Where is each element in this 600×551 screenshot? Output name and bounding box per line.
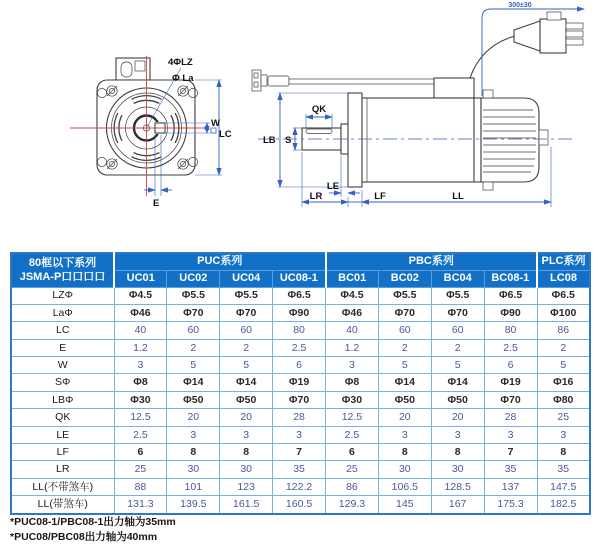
spec-cell: Φ4.5 <box>114 287 167 304</box>
spec-cell: 3 <box>167 426 220 443</box>
spec-cell: 6 <box>273 357 326 374</box>
spec-cell: 60 <box>220 322 273 339</box>
series-title-line1: 80框以下系列 <box>28 256 97 269</box>
spec-cell: Φ50 <box>378 391 431 408</box>
spec-cell: Φ14 <box>431 374 484 391</box>
table-row <box>11 287 590 304</box>
spec-cell: Φ30 <box>326 391 379 408</box>
spec-cell: Φ90 <box>273 304 326 321</box>
spec-cell: 5 <box>167 357 220 374</box>
row-label: LL(不带煞车) <box>11 478 114 495</box>
model-header: UC04 <box>220 270 273 287</box>
model-header: BC04 <box>431 270 484 287</box>
spec-cell: Φ14 <box>167 374 220 391</box>
spec-cell: 3 <box>484 426 537 443</box>
spec-cell: 3 <box>378 426 431 443</box>
spec-cell: 35 <box>484 461 537 478</box>
spec-cell: 80 <box>273 322 326 339</box>
series-title-line2: JSMA-P口口口口 <box>19 271 106 284</box>
row-label: W <box>11 357 114 374</box>
rear-housing <box>481 98 539 182</box>
spec-cell: Φ4.5 <box>326 287 379 304</box>
spec-cell: 88 <box>114 478 167 495</box>
series-column-header <box>11 253 114 287</box>
spec-cell: Φ90 <box>484 304 537 321</box>
spec-cell: Φ6.5 <box>537 287 590 304</box>
dim-label-lr: LR <box>309 191 323 202</box>
row-label: LF <box>11 444 114 461</box>
spec-cell: 2.5 <box>326 426 379 443</box>
spec-cell: 25 <box>326 461 379 478</box>
model-header: LC08 <box>537 270 590 287</box>
spec-cell: 60 <box>378 322 431 339</box>
spec-cell: Φ100 <box>537 304 590 321</box>
table-row <box>11 444 590 461</box>
motor-side-view <box>252 2 584 207</box>
spec-cell: 60 <box>167 322 220 339</box>
spec-cell: Φ80 <box>537 391 590 408</box>
table-row <box>11 496 590 514</box>
spec-cell: 129.3 <box>326 496 379 514</box>
spec-cell: 8 <box>537 444 590 461</box>
spec-cell: 2 <box>167 339 220 356</box>
spec-cell: 3 <box>114 357 167 374</box>
spec-cell: Φ19 <box>273 374 326 391</box>
spec-cell: 3 <box>220 426 273 443</box>
spec-table-body <box>11 287 590 514</box>
spec-cell: 7 <box>273 444 326 461</box>
spec-cell: 161.5 <box>220 496 273 514</box>
table-row <box>11 478 590 495</box>
spec-cell: 40 <box>326 322 379 339</box>
spec-cell: 12.5 <box>114 409 167 426</box>
spec-cell: 2 <box>431 339 484 356</box>
spec-cell: Φ14 <box>220 374 273 391</box>
spec-cell: Φ19 <box>484 374 537 391</box>
flange <box>348 93 362 187</box>
row-label: LaΦ <box>11 304 114 321</box>
motor-dimension-drawing <box>0 0 600 250</box>
spec-cell: 5 <box>220 357 273 374</box>
dim-label-4lz: 4ΦLZ <box>168 57 193 68</box>
model-header: UC01 <box>114 270 167 287</box>
spec-cell: 6 <box>484 357 537 374</box>
spec-cell: 139.5 <box>167 496 220 514</box>
spec-cell: 40 <box>114 322 167 339</box>
spec-cell: 5 <box>378 357 431 374</box>
spec-cell: 182.5 <box>537 496 590 514</box>
table-row <box>11 322 590 339</box>
spec-cell: 167 <box>431 496 484 514</box>
row-label: SΦ <box>11 374 114 391</box>
spec-cell: 8 <box>431 444 484 461</box>
model-header: UC02 <box>167 270 220 287</box>
spec-cell: 3 <box>537 426 590 443</box>
spec-cell: 2.5 <box>484 339 537 356</box>
spec-cell: 35 <box>537 461 590 478</box>
spec-cell: 6 <box>114 444 167 461</box>
spec-cell: 175.3 <box>484 496 537 514</box>
spec-cell: 131.3 <box>114 496 167 514</box>
spec-cell: Φ70 <box>431 304 484 321</box>
dim-label-le: LE <box>326 181 340 192</box>
table-row <box>11 357 590 374</box>
dim-label-cable-length: 300±30 <box>508 2 532 9</box>
spec-cell: 80 <box>484 322 537 339</box>
spec-cell: 30 <box>220 461 273 478</box>
row-label: LC <box>11 322 114 339</box>
spec-cell: 86 <box>326 478 379 495</box>
spec-cell: 20 <box>378 409 431 426</box>
dim-label-e: E <box>153 198 160 209</box>
spec-table <box>10 252 591 515</box>
spec-cell: 1.2 <box>114 339 167 356</box>
spec-cell: 2.5 <box>114 426 167 443</box>
spec-cell: Φ70 <box>378 304 431 321</box>
table-row <box>11 374 590 391</box>
spec-cell: Φ5.5 <box>220 287 273 304</box>
spec-cell: 20 <box>167 409 220 426</box>
spec-cell: 30 <box>167 461 220 478</box>
spec-cell: 145 <box>378 496 431 514</box>
row-label: QK <box>11 409 114 426</box>
spec-cell: 20 <box>431 409 484 426</box>
table-row <box>11 304 590 321</box>
spec-cell: Φ8 <box>326 374 379 391</box>
spec-cell: Φ8 <box>114 374 167 391</box>
group-header-puc: PUC系列 <box>114 253 326 270</box>
spec-cell: 2 <box>220 339 273 356</box>
row-label: LR <box>11 461 114 478</box>
spec-cell: 123 <box>220 478 273 495</box>
encoder-cable <box>252 70 474 98</box>
footnotes <box>10 515 176 545</box>
spec-cell: Φ50 <box>167 391 220 408</box>
spec-cell: Φ50 <box>220 391 273 408</box>
spec-cell: Φ5.5 <box>378 287 431 304</box>
dim-label-ll: LL <box>452 191 464 202</box>
row-label: LE <box>11 426 114 443</box>
spec-cell: Φ70 <box>167 304 220 321</box>
spec-cell: 8 <box>220 444 273 461</box>
spec-cell: 28 <box>273 409 326 426</box>
spec-cell: 2 <box>537 339 590 356</box>
spec-cell: 86 <box>537 322 590 339</box>
spec-cell: Φ6.5 <box>273 287 326 304</box>
spec-cell: 35 <box>273 461 326 478</box>
key-slot <box>306 129 332 134</box>
spec-cell: 128.5 <box>431 478 484 495</box>
model-header: UC08-1 <box>273 270 326 287</box>
spec-cell: 3 <box>431 426 484 443</box>
spec-cell: 3 <box>326 357 379 374</box>
table-row <box>11 391 590 408</box>
footnote: *PUC08/PBC08出力轴为40mm <box>10 530 158 543</box>
motor-body <box>362 98 474 182</box>
spec-cell: 7 <box>484 444 537 461</box>
spec-cell: Φ5.5 <box>167 287 220 304</box>
spec-cell: 5 <box>537 357 590 374</box>
motor-front-view <box>70 56 232 209</box>
spec-cell: 20 <box>220 409 273 426</box>
spec-cell: 5 <box>431 357 484 374</box>
spec-cell: Φ16 <box>537 374 590 391</box>
row-label: E <box>11 339 114 356</box>
spec-cell: Φ5.5 <box>431 287 484 304</box>
spec-cell: 122.2 <box>273 478 326 495</box>
spec-cell: 1.2 <box>326 339 379 356</box>
dim-label-lf: LF <box>374 191 386 202</box>
spec-cell: 101 <box>167 478 220 495</box>
spec-cell: 12.5 <box>326 409 379 426</box>
row-label: LZΦ <box>11 287 114 304</box>
table-row <box>11 461 590 478</box>
spec-cell: 137 <box>484 478 537 495</box>
group-header-pbc: PBC系列 <box>326 253 538 270</box>
spec-cell: 160.5 <box>273 496 326 514</box>
spec-cell: Φ46 <box>114 304 167 321</box>
spec-cell: 2.5 <box>273 339 326 356</box>
footnote: *PUC08-1/PBC08-1出力轴为35mm <box>10 516 176 528</box>
spec-cell: Φ6.5 <box>484 287 537 304</box>
spec-cell: 147.5 <box>537 478 590 495</box>
spec-cell: Φ14 <box>378 374 431 391</box>
dim-label-qk: QK <box>311 104 327 115</box>
model-header: BC01 <box>326 270 379 287</box>
series-header-row <box>11 253 590 270</box>
spec-cell: Φ30 <box>114 391 167 408</box>
dim-label-s: S <box>285 135 292 146</box>
model-header: BC08-1 <box>484 270 537 287</box>
spec-cell: 3 <box>273 426 326 443</box>
table-row <box>11 409 590 426</box>
spec-cell: 25 <box>537 409 590 426</box>
spec-cell: 6 <box>326 444 379 461</box>
spec-cell: 8 <box>167 444 220 461</box>
spec-cell: 60 <box>431 322 484 339</box>
spec-cell: 2 <box>378 339 431 356</box>
spec-cell: Φ70 <box>273 391 326 408</box>
group-header-plc: PLC系列 <box>537 253 590 270</box>
dim-label-lc: LC <box>219 129 232 140</box>
spec-cell: Φ70 <box>220 304 273 321</box>
power-cable-plug <box>470 12 583 78</box>
spec-cell: Φ70 <box>484 391 537 408</box>
table-row <box>11 339 590 356</box>
spec-cell: 106.5 <box>378 478 431 495</box>
dim-label-w: W <box>211 118 220 129</box>
spec-cell: 30 <box>378 461 431 478</box>
spec-cell: Φ50 <box>431 391 484 408</box>
model-header: BC02 <box>378 270 431 287</box>
dim-label-lb: LB <box>263 135 276 146</box>
spec-cell: Φ46 <box>326 304 379 321</box>
spec-cell: 30 <box>431 461 484 478</box>
row-label: LBΦ <box>11 391 114 408</box>
spec-cell: 28 <box>484 409 537 426</box>
spec-cell: 25 <box>114 461 167 478</box>
row-label: LL(带煞车) <box>11 496 114 514</box>
table-row <box>11 426 590 443</box>
dim-label-la: Φ La <box>172 73 194 84</box>
spec-cell: 8 <box>378 444 431 461</box>
front-connector <box>116 58 150 80</box>
